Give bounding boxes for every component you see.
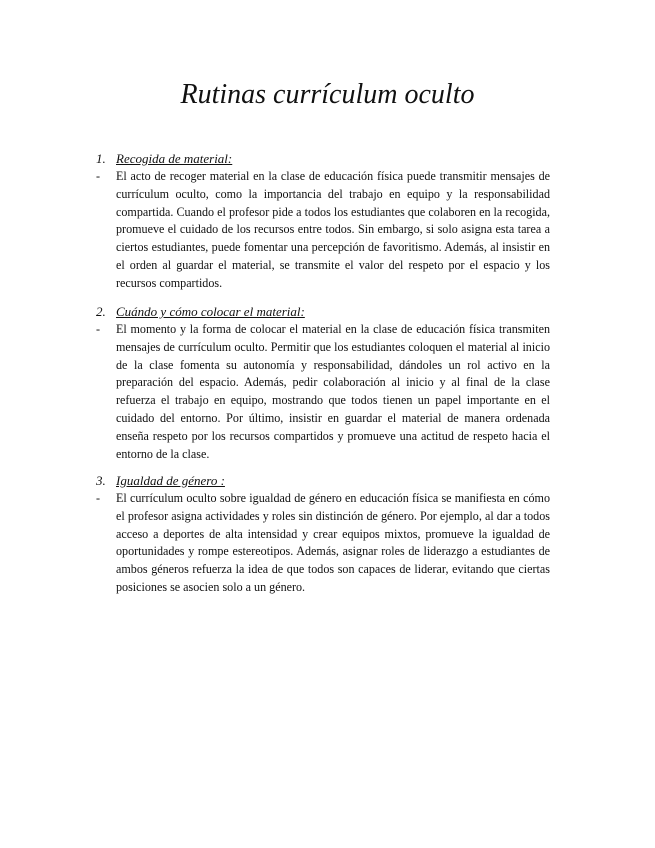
bullet-dash: -	[96, 322, 101, 336]
list-item	[96, 490, 550, 597]
list-item	[96, 321, 550, 463]
bullet-dash: -	[96, 491, 101, 505]
section-number: 3.	[96, 473, 106, 488]
section-number: 2.	[96, 304, 106, 319]
section-colocar-material	[96, 303, 550, 463]
section-heading-text: Cuándo y cómo colocar el material:	[116, 304, 305, 319]
paragraph-text: El currículum oculto sobre igualdad de género en educación física se manifiesta en cómo el profesor asigna actividades y roles sin distinción de género. Por ejemplo, al dar a todos acceso a deportes de alta intensidad y crear equipos mixtos, promueve la igualdad de oportunidades y rompe estereotipos. Además, asignar roles de liderazgo a estudiantes de ambos géneros refuerza la idea de que todos son capaces de liderar, evitando que ciertas posiciones se asocien solo a un género.	[116, 491, 550, 594]
section-heading	[96, 150, 550, 168]
section-igualdad-genero	[96, 472, 550, 597]
section-recogida-material	[96, 150, 550, 293]
paragraph-text: El momento y la forma de colocar el material en la clase de educación física transmiten mensajes de currículum oculto. Permitir que los estudiantes coloquen el material al inicio de la clase fomenta su autonomía y responsabilidad, dándoles un rol activo en la preparación del espacio. Además, pedir colaboración al inicio y al final de la clase refuerza el trabajo en equipo, mostrando que todos tienen un papel importante en el cuidado del entorno. Por último, insistir en guardar el material de manera ordenada enseña respeto por los recursos compartidos y promueve una actitud de respeto hacia el entorno de la clase.	[116, 322, 550, 461]
section-number: 1.	[96, 151, 106, 166]
list-item	[96, 168, 550, 293]
section-heading	[96, 472, 550, 490]
document-title: Rutinas currículum oculto	[180, 79, 475, 110]
section-heading	[96, 303, 550, 321]
paragraph-text: El acto de recoger material en la clase de educación física puede transmitir mensajes de currículum oculto, como la importancia del trabajo en equipo y la responsabilidad compartida. Cuando el profesor pide a todos los estudiantes que colaboren en la recogida, promueve el cuidado de los recursos entre todos. Sin embargo, si solo asigna esta tarea a ciertos estudiantes, puede fomentar una percepción de favoritismo. Además, al insistir en el orden al guardar el material, se transmite el valor del respeto por el espacio y los recursos compartidos.	[116, 169, 550, 290]
section-heading-text: Recogida de material:	[116, 151, 233, 166]
bullet-dash: -	[96, 169, 101, 183]
section-heading-text: Igualdad de género :	[116, 473, 225, 488]
